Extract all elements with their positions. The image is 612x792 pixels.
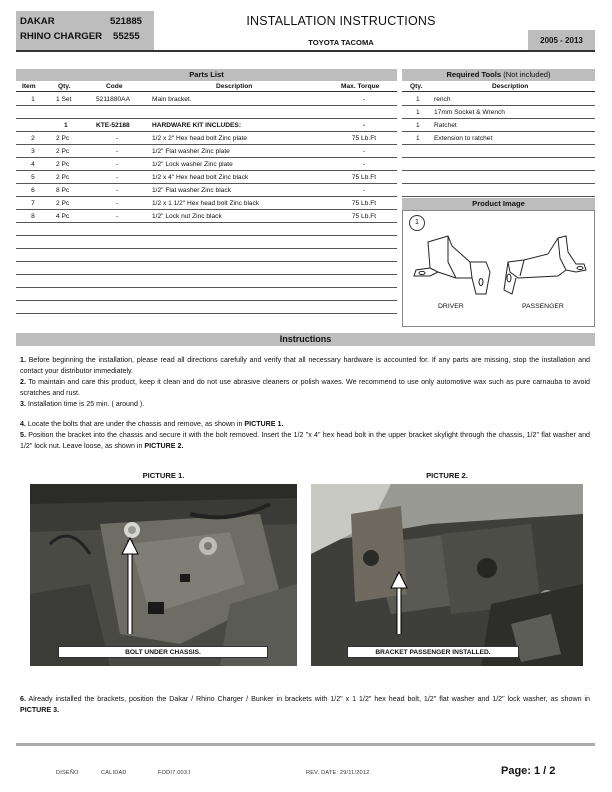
step-5: 5. Position the bracket into the chassis and secure it with the bolt removed. Insert the 1/2 "x 4" hex head bolt in the upper bracket skylight through the chassis, 1/2" flat washer and 1/2" lock nut. Leave loose, as shown in PICTURE 2. [20, 431, 590, 450]
model-years: 2005 - 2013 [528, 30, 595, 52]
parts-cell-description: HARDWARE KIT INCLUDES: [152, 122, 242, 129]
parts-cell-code: - [116, 187, 119, 194]
tools-cell-description: Extension to ratchet [434, 135, 493, 142]
parts-cell-description: 1/2 x 4" Hex head bolt Zinc black [152, 174, 249, 181]
tools-row [402, 93, 595, 106]
tools-empty-row [402, 171, 595, 184]
footer-revision-date: REV. DATE: 29/11/2012 [306, 770, 370, 776]
parts-cell-item: 8 [31, 213, 35, 220]
parts-empty-row [16, 262, 397, 275]
driver-label: DRIVER [438, 303, 464, 310]
tools-header-row [402, 81, 595, 92]
parts-empty-row [16, 249, 397, 262]
parts-cell-qty: 2 Pc [56, 135, 70, 142]
parts-list-header-row [16, 81, 397, 92]
page-number: Page: 1 / 2 [501, 765, 556, 777]
product-image-title: Product Image [402, 198, 595, 210]
tools-title-bar [402, 69, 595, 81]
tools-cell-qty: 1 [416, 135, 420, 142]
instructions-title: Instructions [16, 333, 595, 346]
parts-cell-qty: 2 Pc [56, 200, 70, 207]
parts-row [16, 93, 397, 106]
col-code: Code [106, 83, 123, 90]
parts-cell-qty: 2 Pc [56, 148, 70, 155]
parts-cell-code: - [116, 135, 119, 142]
instruction-group-2 [20, 419, 590, 452]
picture-1-label: PICTURE 1. [142, 471, 185, 480]
parts-row [16, 158, 397, 171]
parts-cell-description: 1/2" Lock nut Zinc black [152, 213, 222, 220]
step-6: 6. Already installed the brackets, position the Dakar / Rhino Charger / Bunker in brackets with 1/2" x 1 1/2" hex head bolt, 1/2" flat washer and 1/2" lock washer, as shown in PICTURE 3. [20, 695, 590, 714]
parts-empty-row [16, 275, 397, 288]
parts-cell-item: 1 [31, 96, 35, 103]
parts-cell-code: - [116, 161, 119, 168]
parts-empty-row [16, 288, 397, 301]
picture-1-photo [30, 484, 297, 666]
parts-cell-code: KTE-52188 [96, 122, 130, 129]
model-name-1: DAKAR [20, 16, 55, 27]
parts-cell-torque: - [362, 187, 366, 194]
passenger-label: PASSENGER [522, 303, 564, 310]
model-name-2: RHINO CHARGER [20, 31, 103, 42]
tools-cell-description: Ratchet [434, 122, 457, 129]
instruction-group-1 [20, 355, 590, 410]
parts-row [16, 106, 397, 119]
parts-cell-torque: 75 Lb.Ft [351, 200, 377, 207]
parts-row [16, 197, 397, 210]
col-qty: Qty. [58, 83, 71, 90]
parts-row [16, 184, 397, 197]
model-code-1: 521885 [110, 16, 143, 27]
parts-cell-qty: 4 Pc [56, 213, 70, 220]
parts-cell-item: 3 [31, 148, 35, 155]
parts-row [16, 171, 397, 184]
parts-cell-item: 2 [31, 135, 35, 142]
picture-2-caption: BRACKET PASSENGER INSTALLED. [347, 646, 519, 658]
header-divider [16, 50, 595, 52]
tools-row [402, 132, 595, 145]
parts-cell-torque: - [362, 96, 366, 103]
parts-cell-code: 5211880AA [96, 96, 130, 103]
step-1: 1. Before beginning the installation, please read all directions carefully and verify that all necessary hardware is accounted for. If any parts are missing, stop the installation and contact your distributor immediately. [20, 356, 590, 375]
parts-empty-row [16, 223, 397, 236]
footer-form-code: FODI7.003.I [158, 770, 191, 776]
step-2: 2. To maintain and care this product, keep it clean and do not use abrasive cleaners or polish waxes. We recommend to use only automotive wax such as pure carnauba to avoid scratches and rust. [20, 378, 590, 397]
parts-cell-qty: 1 Set [56, 96, 72, 103]
picture-2-photo [311, 484, 583, 666]
parts-cell-description: Main bracket. [152, 96, 192, 103]
tools-row [402, 119, 595, 132]
model-line-1 [20, 16, 143, 27]
parts-cell-description: 1/2" Flat washer Zinc black [152, 187, 231, 194]
parts-row [16, 145, 397, 158]
tools-cell-description: 17mm Socket & Wrench [434, 109, 505, 116]
col-max-torque: Max. Torque [341, 83, 380, 90]
parts-cell-item: 5 [31, 174, 35, 181]
parts-cell-torque: 75 Lb.Ft [351, 213, 377, 220]
parts-cell-torque: 75 Lb.Ft [351, 135, 377, 142]
tools-row [402, 106, 595, 119]
parts-list-title: Parts List [16, 69, 397, 81]
tools-cell-description: rench [434, 96, 451, 103]
parts-cell-qty: 2 Pc [56, 174, 70, 181]
step-4: 4. Locate the bolts that are under the chassis and remove, as shown in PICTURE 1. [20, 420, 284, 428]
instruction-group-3 [20, 694, 590, 716]
header-model-box [16, 11, 154, 50]
tools-cell-qty: 1 [416, 96, 420, 103]
tools-cell-qty: 1 [416, 109, 420, 116]
tools-empty-row [402, 145, 595, 158]
picture-2-label: PICTURE 2. [426, 471, 468, 480]
parts-empty-row [16, 301, 397, 314]
parts-cell-torque: 75 Lb.Ft [351, 174, 377, 181]
tools-cell-qty: 1 [416, 122, 420, 129]
parts-cell-torque: - [362, 148, 366, 155]
tools-col-description: Description [492, 83, 529, 90]
parts-cell-code: - [116, 213, 119, 220]
col-item: Item [22, 83, 36, 90]
col-description: Description [216, 83, 253, 90]
picture-1-caption: BOLT UNDER CHASSIS. [58, 646, 268, 658]
product-image-number: 1 [409, 215, 425, 231]
tools-empty-row [402, 158, 595, 171]
parts-cell-description: 1/2" Flat washer Zinc plate [152, 148, 230, 155]
parts-cell-description: 1/2 x 1 1/2" Hex head bolt Zinc black [152, 200, 260, 207]
driver-bracket-drawing [414, 236, 490, 294]
parts-row [16, 132, 397, 145]
parts-cell-item: 7 [31, 200, 35, 207]
parts-row [16, 119, 397, 132]
parts-row [16, 210, 397, 223]
tools-title: Required Tools [446, 70, 502, 79]
parts-cell-item: 4 [31, 161, 35, 168]
parts-cell-code: - [116, 174, 119, 181]
parts-cell-torque: - [362, 122, 366, 129]
vehicle-model: TOYOTA TACOMA [308, 38, 374, 47]
parts-cell-qty: 2 Pc [56, 161, 70, 168]
tools-title-note: (Not included) [503, 70, 551, 79]
model-line-2 [20, 31, 140, 42]
footer-divider [16, 743, 595, 746]
footer-diseno: DISEÑO [56, 770, 79, 776]
parts-cell-item: 6 [31, 187, 35, 194]
parts-cell-code: - [116, 200, 119, 207]
document-title: INSTALLATION INSTRUCTIONS [246, 14, 436, 28]
passenger-bracket-drawing [504, 236, 586, 294]
tools-empty-row [402, 184, 595, 197]
parts-cell-code: - [116, 148, 119, 155]
parts-cell-torque: - [362, 161, 366, 168]
parts-cell-description: 1/2 x 2" Hex head bolt Zinc plate [152, 135, 248, 142]
parts-cell-qty: 8 Pc [56, 187, 70, 194]
model-code-2: 55255 [113, 31, 140, 42]
parts-cell-description: 1/2" Lock washer Zinc plate [152, 161, 233, 168]
parts-cell-qty: 1 [64, 122, 68, 129]
tools-col-qty: Qty. [410, 83, 423, 90]
footer-calidad: CALIDAD [101, 770, 127, 776]
parts-empty-row [16, 236, 397, 249]
step-3: 3. Installation time is 25 min. ( around ). [20, 400, 145, 408]
bracket-drawings [408, 232, 590, 300]
